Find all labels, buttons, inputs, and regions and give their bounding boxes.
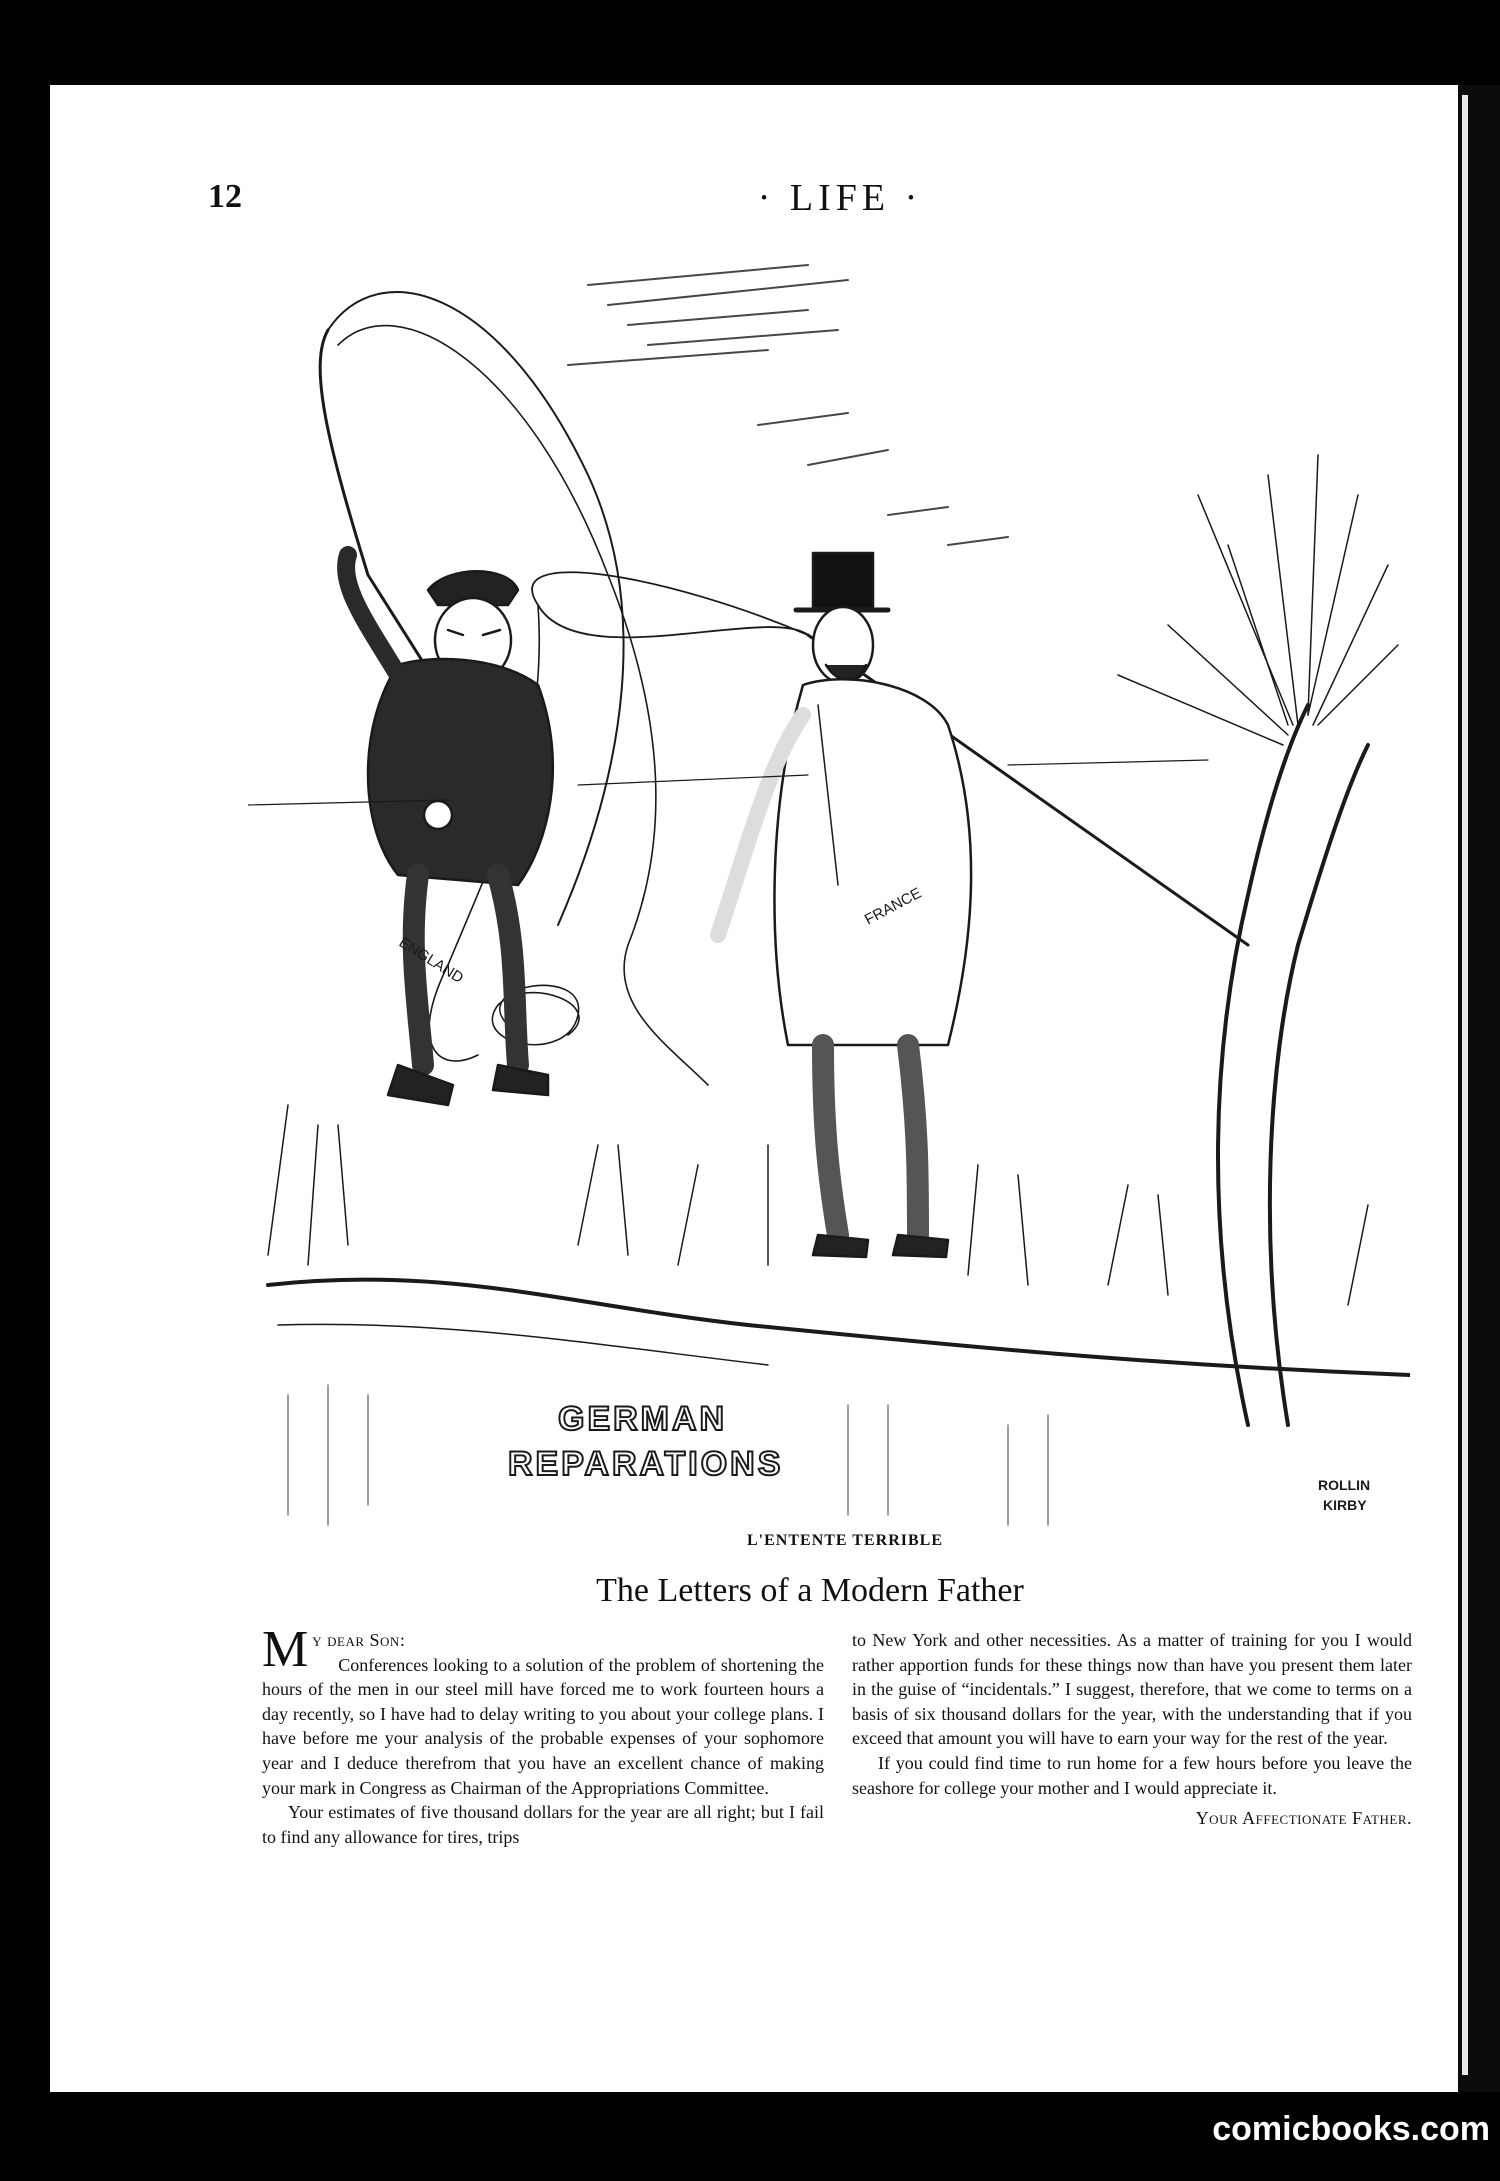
- magazine-masthead: · LIFE ·: [757, 177, 923, 219]
- article-column-right: [852, 1628, 1412, 1831]
- reparations-label: REPARATIONS: [508, 1445, 784, 1483]
- paragraph-3: to New York and other necessities. As a matter of training for you I would rather apportion funds for these things now than have you present them later in the guise of “incidentals.” I suggest, therefore, that we come to terms on a basis of six thousand dollars for the year, with the understanding that if you exceed that amount you will have to earn your way for the rest of the year.: [852, 1630, 1412, 1749]
- article-title: The Letters of a Modern Father: [596, 1572, 1024, 1609]
- german-label: GERMAN: [558, 1400, 728, 1438]
- paragraph-2: Your estimates of five thousand dollars for the year are all right; but I fail to find any allowance for tires, trips: [262, 1802, 824, 1847]
- artist-signature-last: KIRBY: [1323, 1497, 1367, 1513]
- paragraph-4: If you could find time to run home for a few hours before you leave the seashore for college your mother and I would appreciate it.: [852, 1752, 1412, 1798]
- salutation: y dear Son:: [312, 1630, 406, 1650]
- letter-opening: [262, 1621, 824, 1678]
- france-label: FRANCE: [861, 884, 925, 929]
- editorial-cartoon: [248, 245, 1410, 1535]
- paragraph-1: Conferences looking to a solution of the problem of shortening the hours of the men in our steel mill have forced me to work fourteen hours a day recently, so I have had to delay writing to you about your college plans. I have before me your analysis of the probable expenses of your sophomore year and I deduce therefrom that you have an excellent chance of making your mark in Congress as Chairman of the Appropriations Committee.: [262, 1654, 824, 1798]
- artist-signature-first: ROLLIN: [1318, 1477, 1371, 1493]
- site-watermark: comicbooks.com: [1212, 2110, 1490, 2148]
- england-label: ENGLAND: [395, 933, 467, 987]
- facing-page-edge: [1458, 85, 1500, 2092]
- drop-cap: M: [262, 1621, 309, 1678]
- cartoon-caption: L'ENTENTE TERRIBLE: [747, 1532, 943, 1549]
- article-column-left: [262, 1621, 824, 1849]
- letter-signature: Your Affectionate Father.: [1195, 1808, 1412, 1829]
- page-number: 12: [208, 178, 242, 215]
